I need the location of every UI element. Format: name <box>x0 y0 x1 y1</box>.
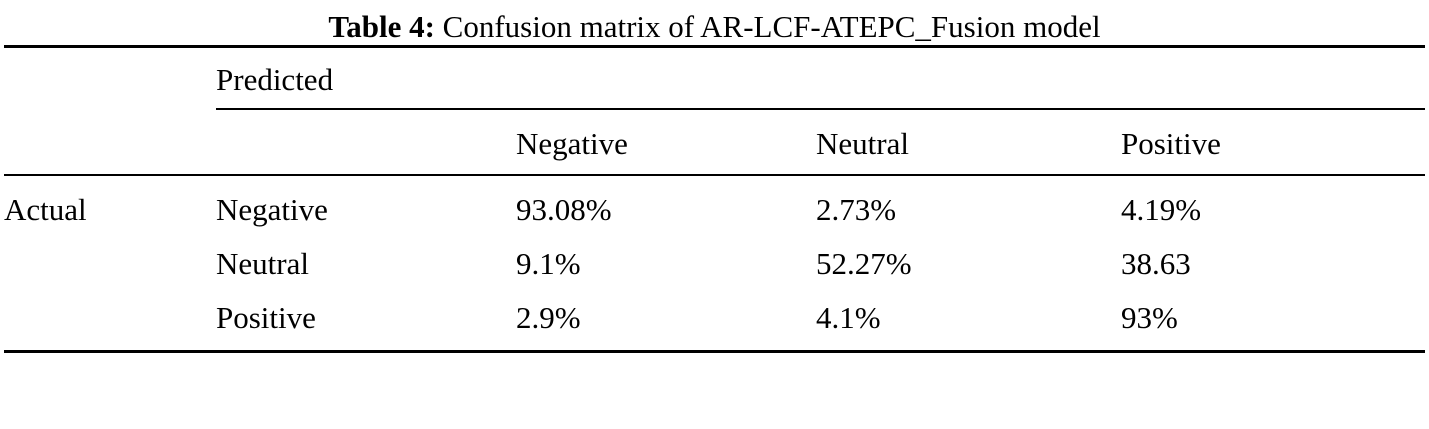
corner-label-actual: Actual <box>4 192 87 228</box>
row-header-neutral: Neutral <box>216 246 309 282</box>
confusion-matrix-table <box>4 45 1425 353</box>
column-header-negative: Negative <box>516 126 628 162</box>
caption-label: Table 4: <box>328 9 435 44</box>
cell-negative-neutral: 2.73% <box>816 192 897 228</box>
cell-negative-negative: 93.08% <box>516 192 612 228</box>
group-header-spacer <box>4 48 216 108</box>
table-bottom-rule <box>4 352 1425 354</box>
table-row <box>4 176 1425 237</box>
column-header-positive: Positive <box>1121 126 1221 162</box>
row-header-negative: Negative <box>216 192 328 228</box>
table-row <box>4 291 1425 352</box>
column-header-row <box>4 110 1425 175</box>
column-header-neutral: Neutral <box>816 126 909 162</box>
cell-neutral-negative: 9.1% <box>516 246 581 282</box>
caption-text: Confusion matrix of AR-LCF-ATEPC_Fusion model <box>442 9 1101 44</box>
group-header-row <box>4 48 1425 108</box>
group-header-predicted: Predicted <box>216 62 334 98</box>
cell-positive-negative: 2.9% <box>516 300 581 336</box>
cell-positive-positive: 93% <box>1121 300 1178 336</box>
cell-positive-neutral: 4.1% <box>816 300 881 336</box>
table-caption <box>0 0 1429 45</box>
column-header-rowlabel-spacer <box>216 110 514 175</box>
row-corner-empty-2 <box>4 291 216 352</box>
cell-neutral-neutral: 52.27% <box>816 246 912 282</box>
column-header-corner-spacer <box>4 110 216 175</box>
table-container <box>0 45 1429 353</box>
cell-neutral-positive: 38.63 <box>1121 246 1191 282</box>
cell-negative-positive: 4.19% <box>1121 192 1202 228</box>
table-row <box>4 237 1425 291</box>
row-corner-empty-1 <box>4 237 216 291</box>
row-header-positive: Positive <box>216 300 316 336</box>
